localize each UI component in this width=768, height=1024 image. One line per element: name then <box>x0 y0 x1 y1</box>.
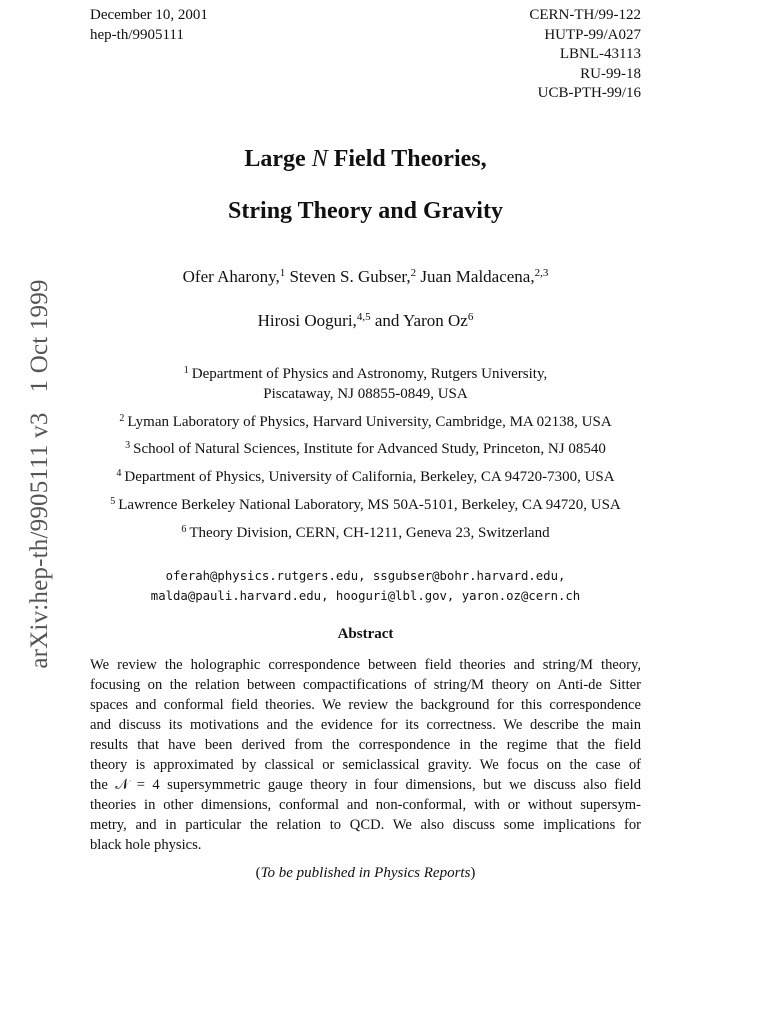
affiliation-text: Piscataway, NJ 08855-0849, USA <box>263 386 468 402</box>
abstract-line: spaces and conformal field theories. We review the background for this correspondence <box>90 697 641 713</box>
author-emails <box>90 566 641 606</box>
email-line: malda@pauli.harvard.edu, hooguri@lbl.gov, yaron.oz@cern.ch <box>150 589 581 603</box>
author-affiliation-mark: 2,3 <box>534 267 549 279</box>
report-numbers <box>460 6 641 104</box>
author-affiliation-mark: 1 <box>279 267 286 279</box>
arxiv-date-stamp: 1 Oct 1999 <box>26 279 53 393</box>
author-line-1 <box>90 267 641 287</box>
affiliation-number: 5 <box>110 496 116 507</box>
arxiv-sidebar-stamp <box>26 279 54 668</box>
abstract-line: and discuss its motivations and the evidence for its correctness. We describe the main <box>90 717 641 733</box>
affiliation-number: 4 <box>116 468 122 479</box>
author-affiliation-mark: 4,5 <box>356 311 371 323</box>
report-number: RU-99-18 <box>580 65 641 82</box>
report-number: LBNL-43113 <box>559 46 641 62</box>
abstract-line: We review the holographic correspondence between field theories and string/M theory, <box>90 657 641 673</box>
abstract-line: focusing on the relation between compactifications of string/M theory on Anti-de Sitter <box>90 677 641 693</box>
author-name: Steven S. Gubser, <box>289 267 411 286</box>
affiliation-3 <box>90 439 641 459</box>
paper-title-line-2: String Theory and Gravity <box>228 198 503 224</box>
report-number: UCB-PTH-99/16 <box>537 85 641 101</box>
publication-venue: To be published in Physics Reports <box>260 865 471 881</box>
author-affiliation-mark: 2 <box>410 267 417 279</box>
affiliation-6 <box>90 523 641 543</box>
author-name: Ofer Aharony, <box>182 267 280 286</box>
paper-title-line-1 <box>90 146 641 173</box>
author-affiliation-mark: 6 <box>467 311 474 323</box>
paren-close: ) <box>470 865 476 881</box>
title-text: Field Theories, <box>327 146 487 172</box>
abstract-line: theories in other dimensions, conformal and non-conformal, with or without supersym- <box>90 797 641 813</box>
affiliation-number: 1 <box>183 365 189 376</box>
author-name: Juan Maldacena, <box>420 267 535 286</box>
arxiv-id-stamp: arXiv:hep-th/9905111 v3 <box>26 412 53 669</box>
affiliation-text: Department of Physics and Astronomy, Rutgers University, <box>191 366 548 382</box>
abstract-line: metry, and in particular the relation to QCD. We also discuss some implications for <box>90 817 641 833</box>
abstract-line: the 𝒩 = 4 supersymmetric gauge theory in four dimensions, but we discuss also field <box>90 777 641 793</box>
affiliation-text: Lawrence Berkeley National Laboratory, MS 50A-5101, Berkeley, CA 94720, USA <box>118 497 621 513</box>
header-left <box>90 6 208 45</box>
abstract-line: theory is approximated by classical or semiclassical gravity. We focus on the case of <box>90 757 641 773</box>
affiliation-text: Theory Division, CERN, CH-1211, Geneva 23, Switzerland <box>189 525 550 541</box>
affiliation-number: 6 <box>181 524 187 535</box>
abstract-heading: Abstract <box>337 626 394 642</box>
affiliation-text: Department of Physics, University of California, Berkeley, CA 94720-7300, USA <box>124 469 615 485</box>
abstract-line: results that have been derived from the correspondence in the regime that the field <box>90 737 641 753</box>
report-number: HUTP-99/A027 <box>544 26 641 43</box>
abstract-line: black hole physics. <box>90 837 202 853</box>
paren-open: ( <box>255 865 261 881</box>
affiliation-text: School of Natural Sciences, Institute for Advanced Study, Princeton, NJ 08540 <box>133 441 606 457</box>
title-variable: N <box>311 146 328 172</box>
publication-note <box>90 865 641 882</box>
abstract-body <box>90 655 641 855</box>
affiliation-4 <box>90 467 641 487</box>
title-text: Large <box>244 146 312 172</box>
affiliation-1 <box>90 364 641 404</box>
author-name: and Yaron Oz <box>374 311 468 330</box>
email-line: oferah@physics.rutgers.edu, ssgubser@bohr.harvard.edu, <box>165 569 566 583</box>
affiliation-number: 3 <box>125 440 131 451</box>
date-line: December 10, 2001 <box>90 7 208 23</box>
affiliation-number: 2 <box>119 413 125 424</box>
affiliation-5 <box>90 495 641 515</box>
arxiv-number: hep-th/9905111 <box>90 26 184 43</box>
report-number: CERN-TH/99-122 <box>529 7 641 23</box>
author-line-2 <box>90 311 641 331</box>
affiliation-text: Lyman Laboratory of Physics, Harvard University, Cambridge, MA 02138, USA <box>127 414 612 430</box>
affiliation-2 <box>90 412 641 432</box>
author-name: Hirosi Ooguri, <box>257 311 357 330</box>
